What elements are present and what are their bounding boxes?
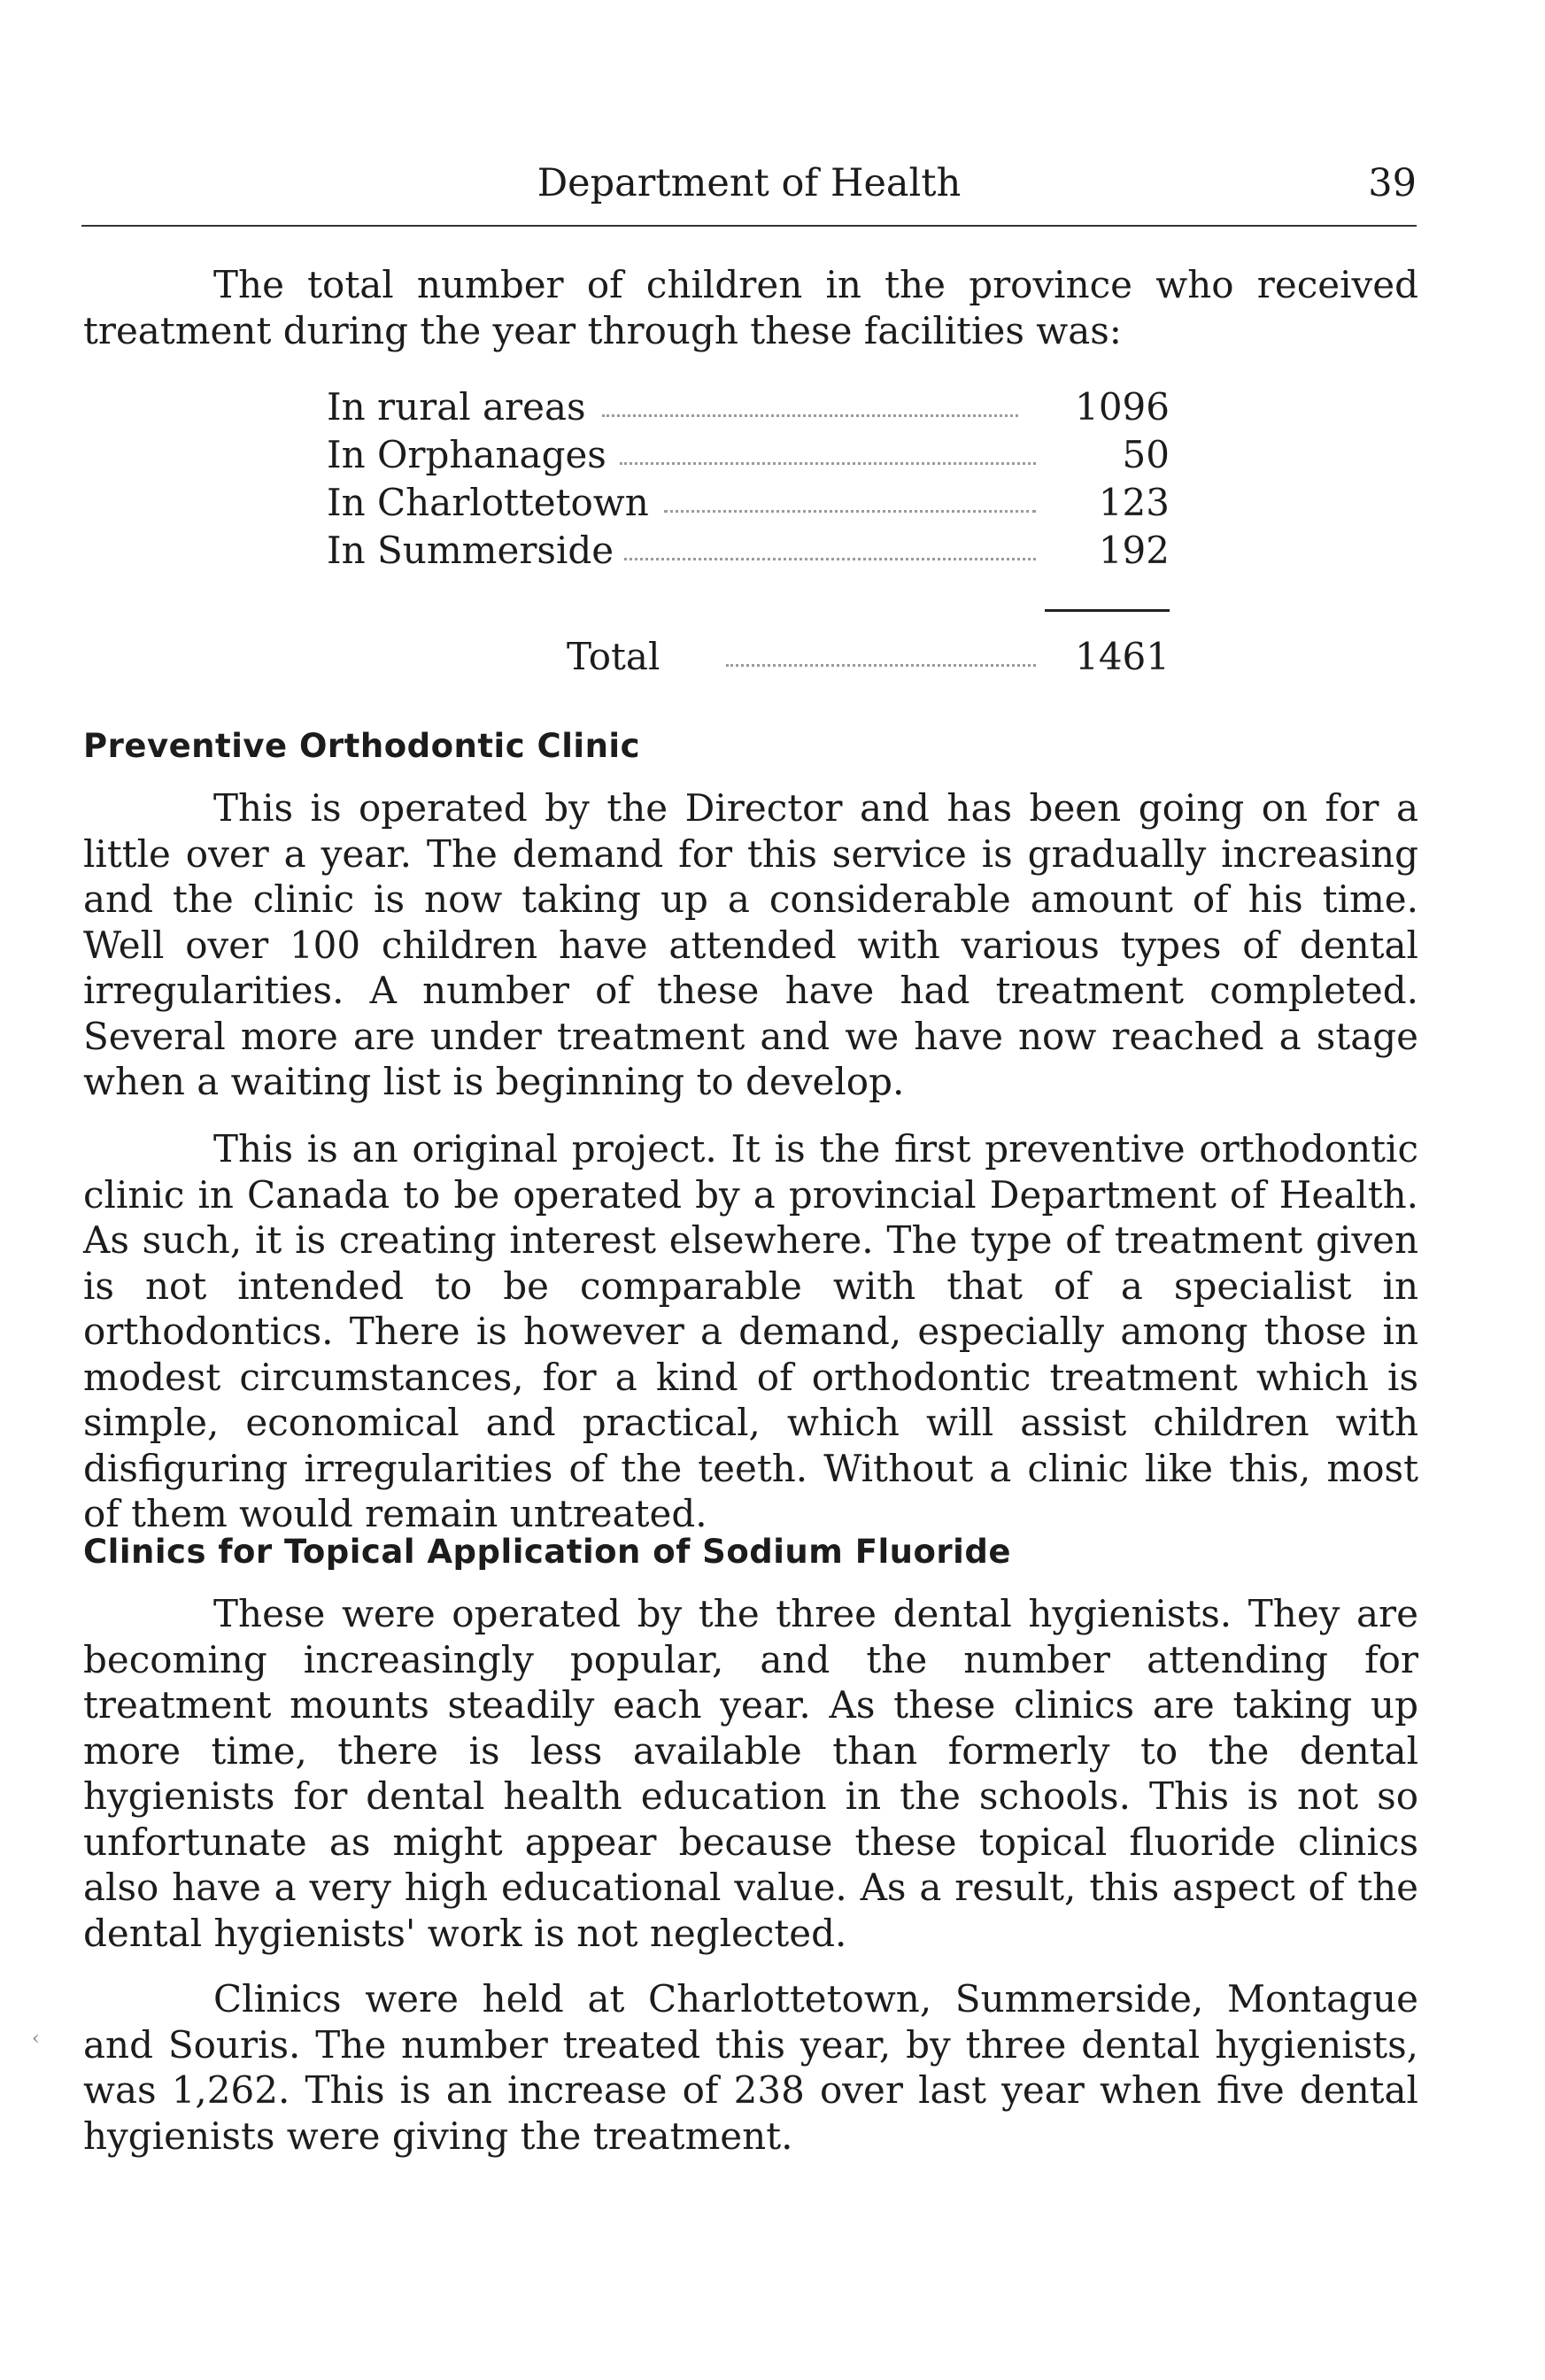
sum-rule — [1045, 609, 1170, 612]
tally-row — [0, 524, 1545, 577]
dot-leader — [602, 414, 1018, 417]
dot-leader — [664, 510, 1036, 513]
running-title: Department of Health — [537, 161, 962, 205]
body-paragraph: This is operated by the Director and has been going on for a little over a year. The demand for this service is gradually increasing and the clinic is now taking up a considerable amount of his time. Well over 100 children have attended with various types of dental irregularities. A number of these have had treatment completed. Several more are under treatment and we have now reached a stage when a waiting list is beginning to develop. — [83, 786, 1418, 1103]
section-heading: Preventive Orthodontic Clinic — [83, 727, 641, 765]
header-rule — [81, 225, 1417, 227]
margin-mark: ‹ — [32, 2028, 40, 2050]
intro-paragraph: The total number of children in the province who received treatment during the year through these facilities was: — [83, 263, 1418, 352]
dot-leader — [726, 664, 1036, 667]
body-paragraph: These were operated by the three dental hygienists. They are becoming increasingly popular, and the number attending for treatment mounts steadily each year. As these clinics are taking up more time, there is less available than formerly to the dental hygienists for dental health education in the schools. This is not so unfortunate as might appear because these topical fluoride clinics also have a very high educational value. As a result, this aspect of the dental hygienists' work is not neglected. — [83, 1592, 1418, 1955]
tally-label: In Charlottetown — [327, 481, 649, 524]
tally-value: 50 — [1122, 433, 1170, 476]
tally-total-row — [0, 630, 1545, 684]
dot-leader — [624, 558, 1036, 560]
page-number: 39 — [1368, 161, 1417, 205]
body-paragraph: Clinics were held at Charlottetown, Summerside, Montague and Souris. The number treated this year, by three dental hygienists, was 1,262. This is an increase of 238 over last year when five dental hygienists were giving the treatment. — [83, 1977, 1418, 2158]
tally-value: 192 — [1098, 529, 1170, 572]
tally-value: 1096 — [1075, 385, 1170, 429]
tally-label: In Summerside — [327, 529, 614, 572]
section-heading: Clinics for Topical Application of Sodium Fluoride — [83, 1533, 1011, 1571]
body-paragraph: This is an original project. It is the first preventive orthodontic clinic in Canada to be operated by a provincial Department of Health. As such, it is creating interest elsewhere. The type of treatment given is not intended to be comparable with that of a specialist in orthodontics. There is however a demand, especially among those in modest circumstances, for a kind of orthodontic treatment which is simple, economical and practical, which will assist children with disfiguring irregularities of the teeth. Without a clinic like this, most of them would remain untreated. — [83, 1127, 1418, 1535]
tally-label: In rural areas — [327, 385, 586, 429]
dot-leader — [620, 462, 1036, 465]
running-header — [81, 161, 1417, 214]
tally-total-value: 1461 — [1075, 635, 1170, 678]
tally-row — [0, 429, 1545, 482]
tally-total-label: Total — [567, 635, 660, 678]
tally-value: 123 — [1098, 481, 1170, 524]
tally-row — [0, 381, 1545, 434]
tally-label: In Orphanages — [327, 433, 606, 476]
tally-row — [0, 476, 1545, 529]
